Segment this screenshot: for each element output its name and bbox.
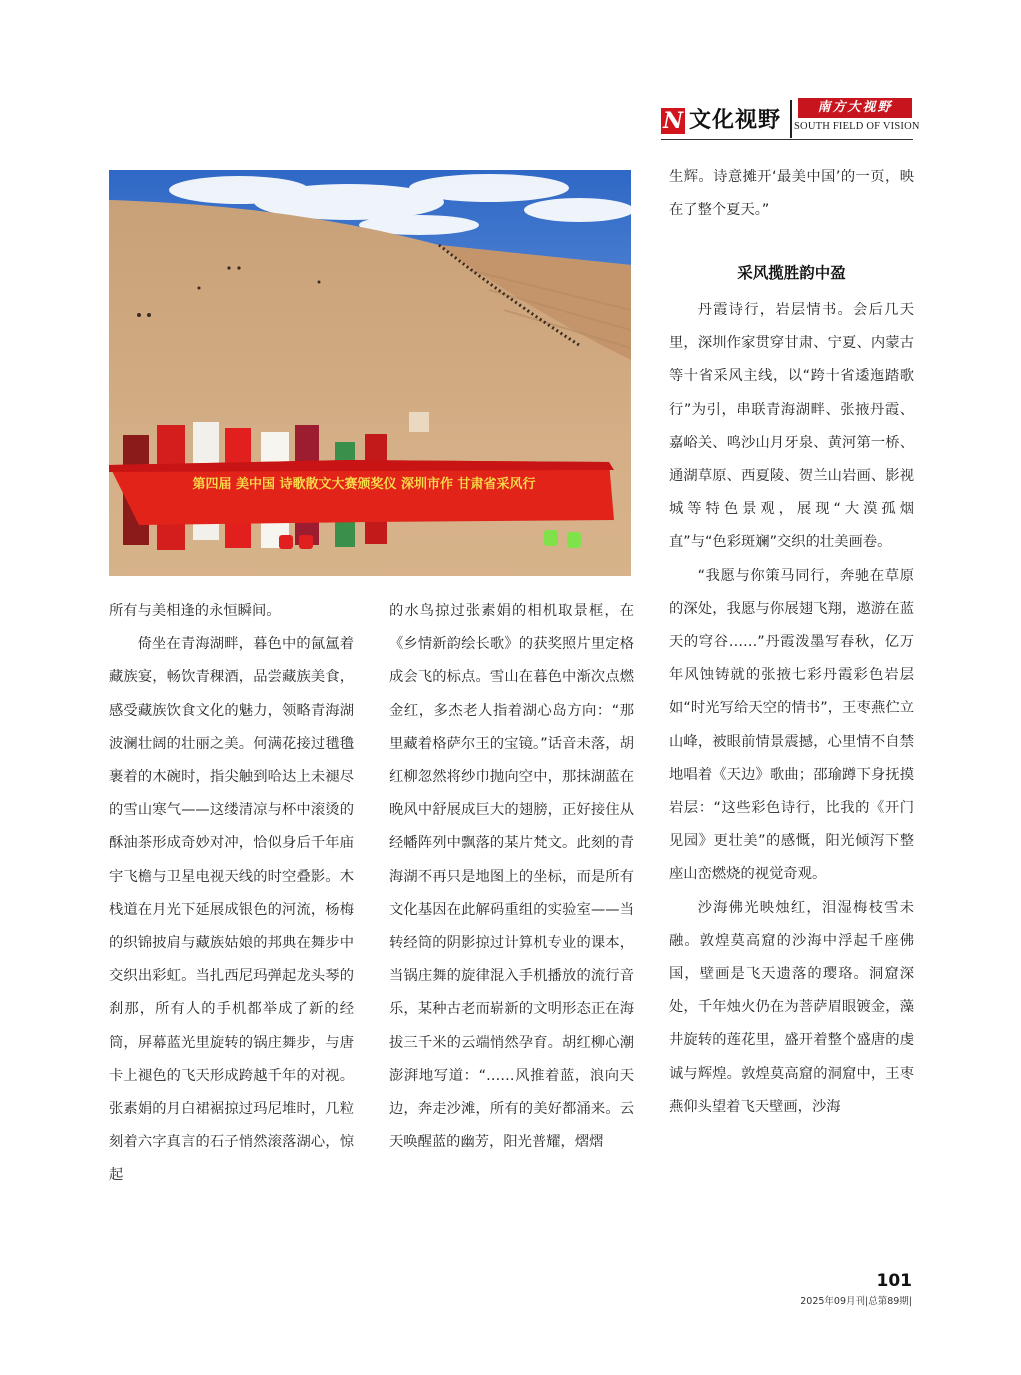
text-column-3-top	[669, 161, 914, 227]
header-rule	[661, 139, 913, 140]
paragraph: 沙海佛光映烛红，泪湿梅枝雪未融。敦煌莫高窟的沙海中浮起千座佛国，壁画是飞天遗落的璎珞。洞窟深处，千年烛火仍在为菩萨眉眼镀金，藻井旋转的莲花里，盛开着整个盛唐的虔诚与辉煌。敦煌莫高窟的洞窟中，王枣燕仰头望着飞天壁画，沙海	[669, 899, 914, 1115]
paragraph: 所有与美相逢的永恒瞬间。	[109, 603, 281, 619]
paragraph: 的水鸟掠过张素娟的相机取景框，在《乡情新韵绘长歌》的获奖照片里定格成会飞的标点。雪山在暮色中渐次点燃金红，多杰老人指着湖心岛方向：“那里藏着格萨尔王的宝镜。”话音未落，胡红柳忽然将纱巾抛向空中，那抹湖蓝在晚风中舒展成巨大的翅膀，正好接住从经幡阵列中飘落的某片梵文。此刻的青海湖不再只是地图上的坐标，而是所有文化基因在此解码重组的实验室——当转经筒的阴影掠过计算机专业的课本，当锅庄舞的旋律混入手机播放的流行音乐，某种古老而崭新的文明形态正在海拔三千米的云端悄然孕育。胡红柳心潮澎湃地写道：“……风推着蓝，浪向天边，奔走沙滩，所有的美好都涌来。云天唤醒蓝的幽芳，阳光普耀，熠熠	[389, 603, 634, 1151]
paragraph: “我愿与你策马同行，奔驰在草原的深处，我愿与你展翅飞翔，遨游在蓝天的穹谷……”丹霞泼墨写春秋，亿万年风蚀铸就的张掖七彩丹霞彩色岩层如“时光写给天空的情书”，王枣燕伫立山峰，被眼前情景震撼，心里情不自禁地唱着《天边》歌曲；邵瑜蹲下身抚摸岩层：“这些彩色诗行，比我的《开门见园》更壮美”的感慨，阳光倾泻下整座山峦燃烧的视觉奇观。	[669, 567, 914, 883]
text-column-3	[669, 294, 914, 1124]
banner-text: 第四届 美中国 诗歌散文大赛颁奖仪 深圳市作 甘肃省采风行	[192, 477, 536, 492]
brand-subtitle: SOUTH FIELD OF VISION	[794, 121, 920, 132]
brand-name: 南方大视野	[798, 98, 912, 118]
paragraph: 倚坐在青海湖畔，暮色中的氤氲着藏族宴，畅饮青稞酒，品尝藏族美食，感受藏族饮食文化的魅力，领略青海湖波澜壮阔的壮丽之美。何满花接过氆氇裹着的木碗时，指尖触到哈达上未褪尽的雪山寒气——这缕清凉与杯中滚烫的酥油茶形成奇妙对冲，恰似身后千年庙宇飞檐与卫星电视天线的时空叠影。木栈道在月光下延展成银色的河流，杨梅的织锦披肩与藏族姑娘的邦典在舞步中交织出彩虹。当扎西尼玛弹起龙头琴的刹那，所有人的手机都举成了新的经筒，屏幕蓝光里旋转的锅庄舞步，与唐卡上褪色的飞天形成跨越千年的对视。张素娟的月白裙裾掠过玛尼堆时，几粒刻着六字真言的石子悄然滚落湖心，惊起	[109, 636, 354, 1184]
magazine-logo-icon: N	[662, 108, 684, 134]
paragraph: 生辉。诗意摊开‘最美中国’的一页，映在了整个夏天。”	[669, 169, 914, 219]
section-title: 文化视野	[689, 108, 782, 133]
page-number: 101	[876, 1271, 912, 1291]
issue-info: 2025年09月刊|总第89期|	[800, 1296, 912, 1307]
section-heading: 采风揽胜韵中盈	[737, 264, 846, 282]
text-column-2	[389, 595, 634, 1159]
text-column-1	[109, 595, 354, 1193]
group-photo	[109, 170, 631, 576]
header-divider	[790, 100, 792, 138]
paragraph: 丹霞诗行，岩层情书。会后几天里，深圳作家贯穿甘肃、宁夏、内蒙古等十省采风主线，以“跨十省逶迤踏歌行”为引，串联青海湖畔、张掖丹霞、嘉峪关、鸣沙山月牙泉、黄河第一桥、通湖草原、西夏陵、贺兰山岩画、影视城等特色景观，展现“大漠孤烟直”与“色彩斑斓”交织的壮美画卷。	[669, 302, 914, 551]
